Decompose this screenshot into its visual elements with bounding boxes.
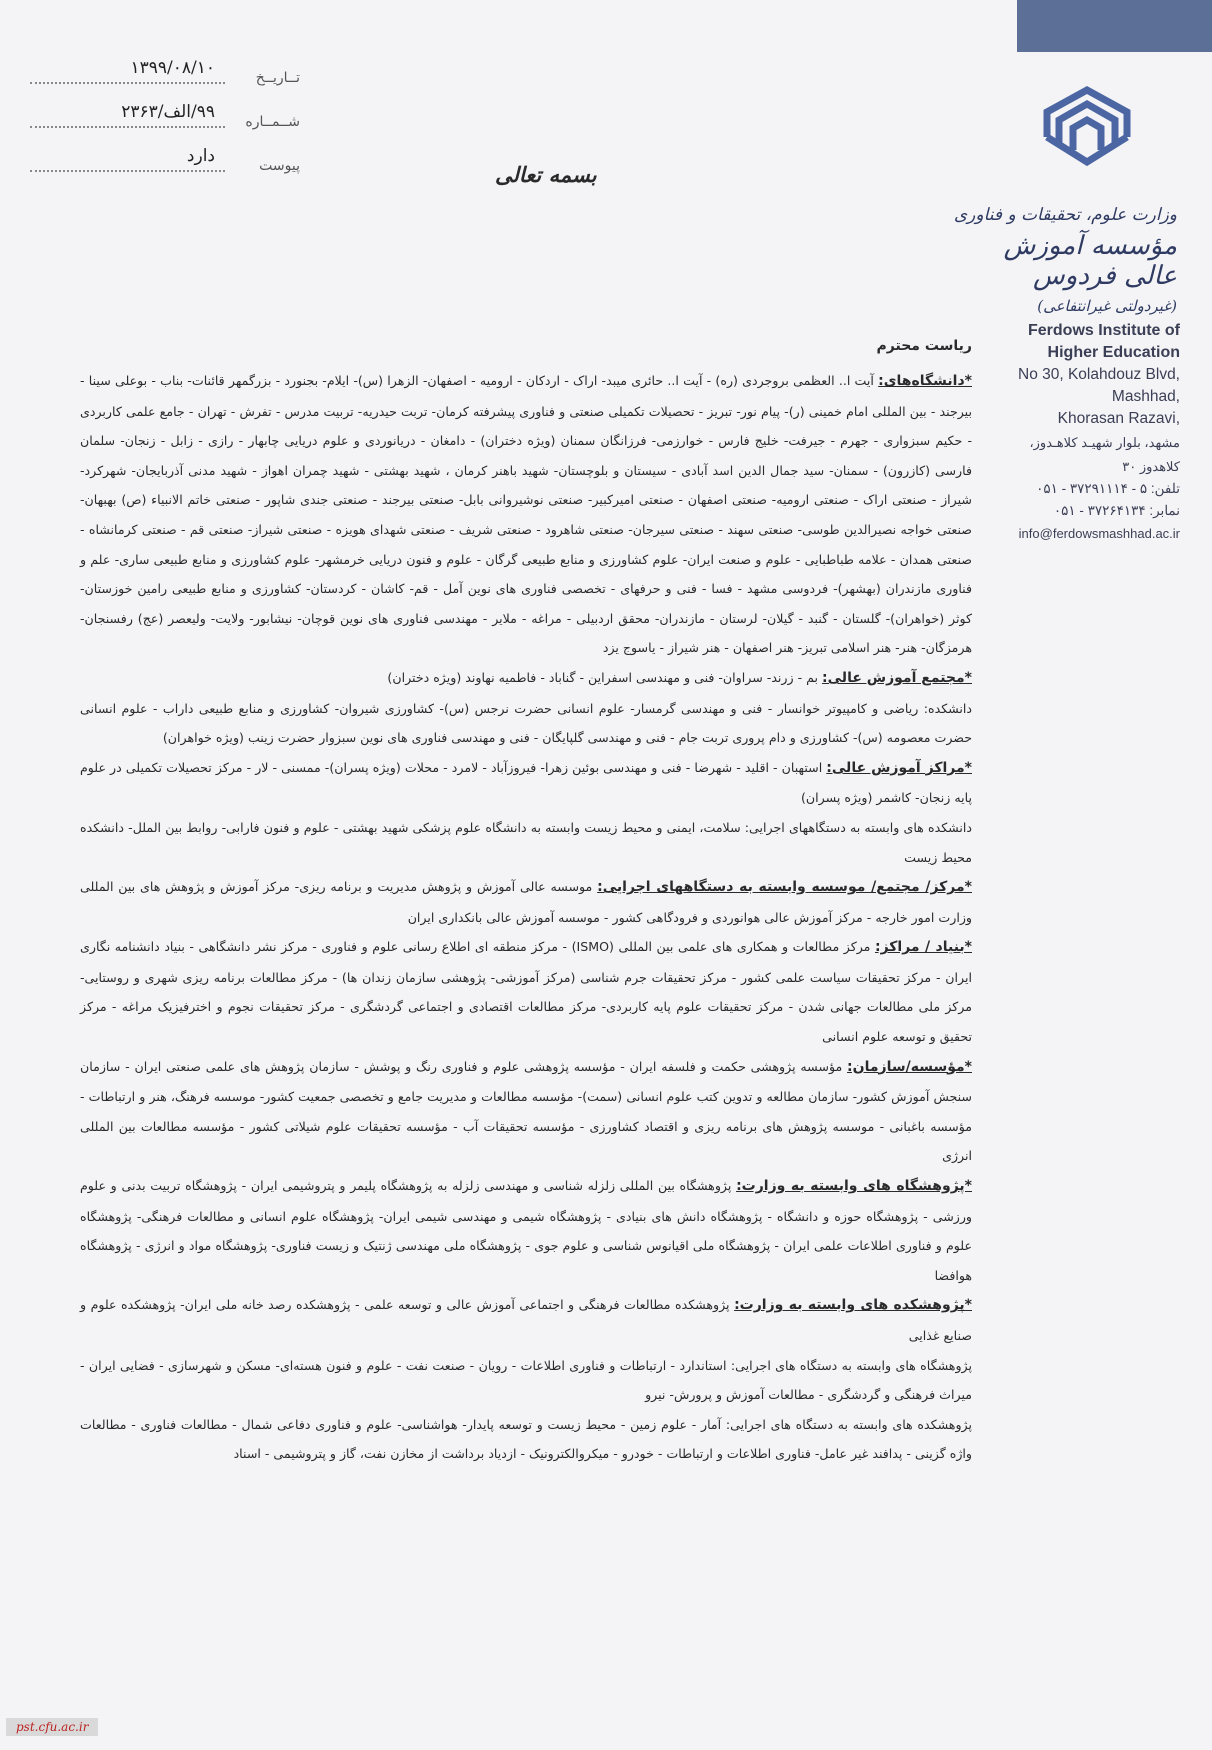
address-en-1: No 30, Kolahdouz Blvd, [1018,366,1180,383]
section-foundations [80,932,972,1051]
section-text: مرکز مطالعات و همکاری های علمی بین المللی (ISMO) - مرکز منطقه ای اطلاع رسانی علوم و فناوری - مرکز نشر دانشگاهی - بنیاد دانشنامه نگاری ایران - مرکز تحقیقات سیاست علمی کشور - مرکز تحقیقات جرم شناسی (مرکز آموزشی- پژوهشی سازمان زندان ها) - مرکز مطالعات برنامه ریزی شهری و روستایی- مرکز ملی مطالعات جهانی شدن - مرکز تحقیقات علوم پایه کاربردی- مرکز مطالعات اقتصادی و اجتماعی گردشگری - مرکز تحقیقات نجوم و اخترفیزیک مراغه - مرکز تحقیق و توسعه علوم انسانی [80,939,972,1045]
letter-meta [30,58,300,190]
phone-number: تلفن: ۵ - ۳۷۲۹۱۱۱۴ - ۰۵۱ [1036,481,1180,496]
section-institutes [80,872,972,932]
letter-body [80,366,972,1469]
institute-name-en-2: Higher Education [1047,344,1180,361]
section-organizations [80,1052,972,1171]
section-exec-research-institutes [80,1351,972,1410]
attachment-value: دارد [186,146,215,166]
section-text: موسسه عالی آموزش و پژوهش مدیریت و برنامه ریزی- مرکز آموزش و پژوهش های بین المللی وزارت امور خارجه - مرکز آموزش عالی هوانوردی و فرودگاهی کشور - موسسه آموزش عالی بانکداری ایران [80,879,972,925]
address-en-2: Mashhad, [1111,388,1180,405]
fax-number: نمابر: ۳۷۲۶۴۱۳۴ - ۰۵۱ [1053,503,1180,518]
section-complex [80,663,972,694]
number-value: ۹۹/الف/۲۳۶۳ [121,102,215,122]
address-block [980,320,1180,541]
ministry-name: وزارت علوم، تحقیقات و فناوری [953,205,1177,225]
section-text: مؤسسه پژوهشی حکمت و فلسفه ایران - مؤسسه پژوهشی علوم و فناوری رنگ و پوشش - سازمان پژوهش های علمی صنعتی ایران - سازمان سنجش آموزش کشور- سازمان مطالعه و تدوین کتب علوم انسانی (سمت)- مؤسسه مطالعات و مدیریت جامع و تخصصی جمعیت کشور- موسسه فرهنگ، هنر و ارتباطات - مؤسسه باغبانی - موسسه پژوهش های برنامه ریزی و اقتصاد کشاورزی - مؤسسه تحقیقات آب - مؤسسه تحقیقات علوم شیلاتی کشور - مؤسسه مطالعات بین المللی انرژی [80,1058,972,1164]
section-affiliated-faculties [80,813,972,872]
address-fa-2: کلاهدوز ۳۰ [1122,459,1180,474]
section-text: بم - زرند- سراوان- فنی و مهندسی اسفراین - گناباد - فاطمیه نهاوند (ویژه دختران) [387,669,819,685]
attachment-row [30,146,300,190]
section-heading: *پژوهشکده های وابسته به وزارت: [734,1297,972,1314]
section-faculties [80,694,972,753]
section-text: دانشکده: ریاضی و کامپیوتر خوانسار - فنی و مهندسی گرمسار- علوم انسانی حضرت نرجس (س)- کشاورزی شیروان- کشاورزی و منابع طبیعی داراب - علوم انسانی حضرت معصومه (س)- کشاورزی و دام پروری تربت جام - فنی و مهندسی گلپایگان - فنی و مهندسی فناوری های نوین سبزوار حضرت زینب (ویژه خواهران) [80,700,972,746]
source-watermark: pst.cfu.ac.ir [6,1718,98,1736]
section-heading: *پژوهشگاه های وابسته به وزارت: [736,1178,972,1195]
section-text: پژوهشگاه های وابسته به دستگاه های اجرایی: استاندارد - ارتباطات و فناوری اطلاعات - رویان - صنعت نفت - علوم و فنون هسته‌ای- مسکن و شهرسازی - فضایی ایران - میراث فرهنگی و گردشگری - مطالعات آموزش و پرورش- نیرو [80,1357,972,1403]
section-text: استهبان - اقلید - شهرضا - فنی و مهندسی بوئین زهرا- فیروزآباد - لامرد - محلات (ویژه پسران)- ممسنی - لار - مرکز تحصیلات تکمیلی در علوم پایه زنجان- کاشمر (ویژه پسران) [80,759,972,806]
institute-brand [947,205,1177,315]
address-fa-1: مشهد، بلوار شهیـد کلاهـدوز، [1029,435,1180,450]
greeting: ریاست محترم [876,338,972,354]
section-heading: *مرکز/ مجتمع/ موسسه وابسته به دستگاههای اجرایی: [597,879,972,896]
dotted-line [30,126,225,128]
institute-name-fa: مؤسسه آموزش عالی فردوس [1003,231,1177,291]
section-heading: *مؤسسه/سازمان: [847,1058,972,1075]
section-heading: *دانشگاه‌های: [878,373,972,389]
dotted-line [30,170,225,172]
section-text: آیت ا.. العظمی بروجردی (ره) - آیت ا.. حائری میبد- اراک - اردکان - ارومیه - اصفهان- الزهرا (س)- ایلام- بجنورد - بزرگمهر قائنات- بناب - بوعلی سینا - بیرجند - بین المللی امام خمینی (ر)- پیام نور- تبریز - تحصیلات تکمیلی صنعتی و فناوری پیشرفته کرمان- تربت حیدریه- تربیت مدرس - تفرش - تهران - جامع علمی کاربردی - حکیم سبزواری - جهرم - جیرفت- خلیج فارس - خوارزمی- فرزانگان سمنان (ویژه دختران) - دامغان - دریانوردی و علوم دریایی چابهار - رازی - زابل - زنجان- سلمان فارسی (کازرون) - سمنان- سید جمال الدین اسد آبادی - سیستان و بلوچستان- شهید باهنر کرمان ، شهید بهشتی - شهید چمران اهواز - شهید مدنی آذربایجان- شهرکرد- شیراز - صنعتی اراک - صنعتی ارومیه- صنعتی اصفهان - صنعتی امیرکبیر- صنعتی نوشیروانی بابل- صنعتی بیرجند - صنعتی جندی شاپور - صنعتی خاتم الانبیاء (ص) بهبهان- صنعتی خواجه نصیرالدین طوسی- صنعتی سهند - صنعتی سیرجان- صنعتی شاهرود - صنعتی شریف - صنعتی شهدای هویزه - صنعتی شیراز- صنعتی قم - صنعتی کرمانشاه - صنعتی همدان - علامه طباطبایی - علوم و صنعت ایران- علوم کشاورزی و منابع طبیعی گرگان - علوم و فنون دریایی خرمشهر- علوم کشاورزی و منابع طبیعی ساری- علم و فناوری مازندران (بهشهر)- فردوسی مشهد - فسا - فنی و حرفهای - تخصصی فناوری های نوین آمل - قم- کاشان - کردستان- کشاورزی و منابع طبیعی رامین خوزستان- کوثر (خواهران)- گلستان - گنبد - گیلان- لرستان - مازندران- محقق اردبیلی - مراغه - ملایر - مهندسی فناوری های نوین قوچان- نیشابور- ولایت- ولیعصر (عج) رفسنجان- هرمزگان- هنر- هنر اسلامی تبریز- هنر اصفهان - هنر شیراز - یاسوج یزد [80,373,972,656]
section-research-institutes [80,1171,972,1290]
institute-type: (غیردولتی غیرانتفاعی) [1037,297,1177,315]
date-label: تــاریــخ [255,70,300,86]
section-text: پژوهشکده های وابسته به دستگاه های اجرایی: آمار - علوم زمین - محیط زیست و توسعه پایدار- هواشناسی- علوم و فناوری دفاعی شمال - مطالعات فناوری - مطالعات واژه گزینی - پدافند غیر عامل- فناوری اطلاعات و ارتباطات - خودرو - میکروالکترونیک - ازدیاد برداشت از مخازن نفت، گاز و پتروشیمی - اسناد [80,1416,972,1462]
section-exec-research-centers [80,1410,972,1469]
section-heading: *مجتمع آموزش عالی: [822,669,972,686]
email-address: info@ferdowsmashhad.ac.ir [1018,526,1180,541]
section-heading: *بنیاد / مراکز: [874,939,972,956]
header-bar [1017,0,1212,52]
address-en-3: Khorasan Razavi, [1057,410,1180,427]
institute-logo-icon [1037,82,1137,172]
section-universities [80,366,972,663]
date-row [30,58,300,102]
number-row [30,102,300,146]
institute-name-en-1: Ferdows Institute of [1028,322,1180,339]
dotted-line [30,82,225,84]
section-heading: *مراکز آموزش عالی: [826,759,972,776]
basmala-heading: بسمه تعالی [495,162,597,187]
section-text: پژوهشگاه بین المللی زلزله شناسی و مهندسی زلزله به پژوهشگاه پلیمر و پتروشیمی ایران - پژوهشگاه تربیت بدنی و علوم ورزشی - پژوهشگاه حوزه و دانشگاه - پژوهشگاه دانش های بنیادی - پژوهشگاه شیمی و مهندسی شیمی ایران- پژوهشگاه علوم انسانی و مطالعات فرهنگی- پژوهشگاه علوم و فناوری اطلاعات علمی ایران - پژوهشگاه ملی اقیانوس شناسی و علوم جوی - پژوهشگاه ملی مهندسی ژنتیک و زیست فناوری- پژوهشگاه مواد و انرژی - پژوهشگاه هوافضا [80,1178,972,1283]
attachment-label: پیوست [259,158,300,174]
section-centers [80,753,972,813]
section-text: پژوهشکده مطالعات فرهنگی و اجتماعی آموزش عالی و توسعه علمی - پژوهشکده رصد خانه ملی ایران- پژوهشکده علوم و صنایع غذایی [80,1297,972,1343]
number-label: شــمــاره [245,114,300,130]
section-text: دانشکده های وابسته به دستگاههای اجرایی: سلامت، ایمنی و محیط زیست وابسته به دانشگاه علوم پزشکی شهید بهشتی - علوم و فنون فارابی- روابط بین الملل- دانشکده محیط زیست [80,819,972,865]
date-value: ۱۳۹۹/۰۸/۱۰ [130,58,215,78]
section-research-centers [80,1290,972,1350]
